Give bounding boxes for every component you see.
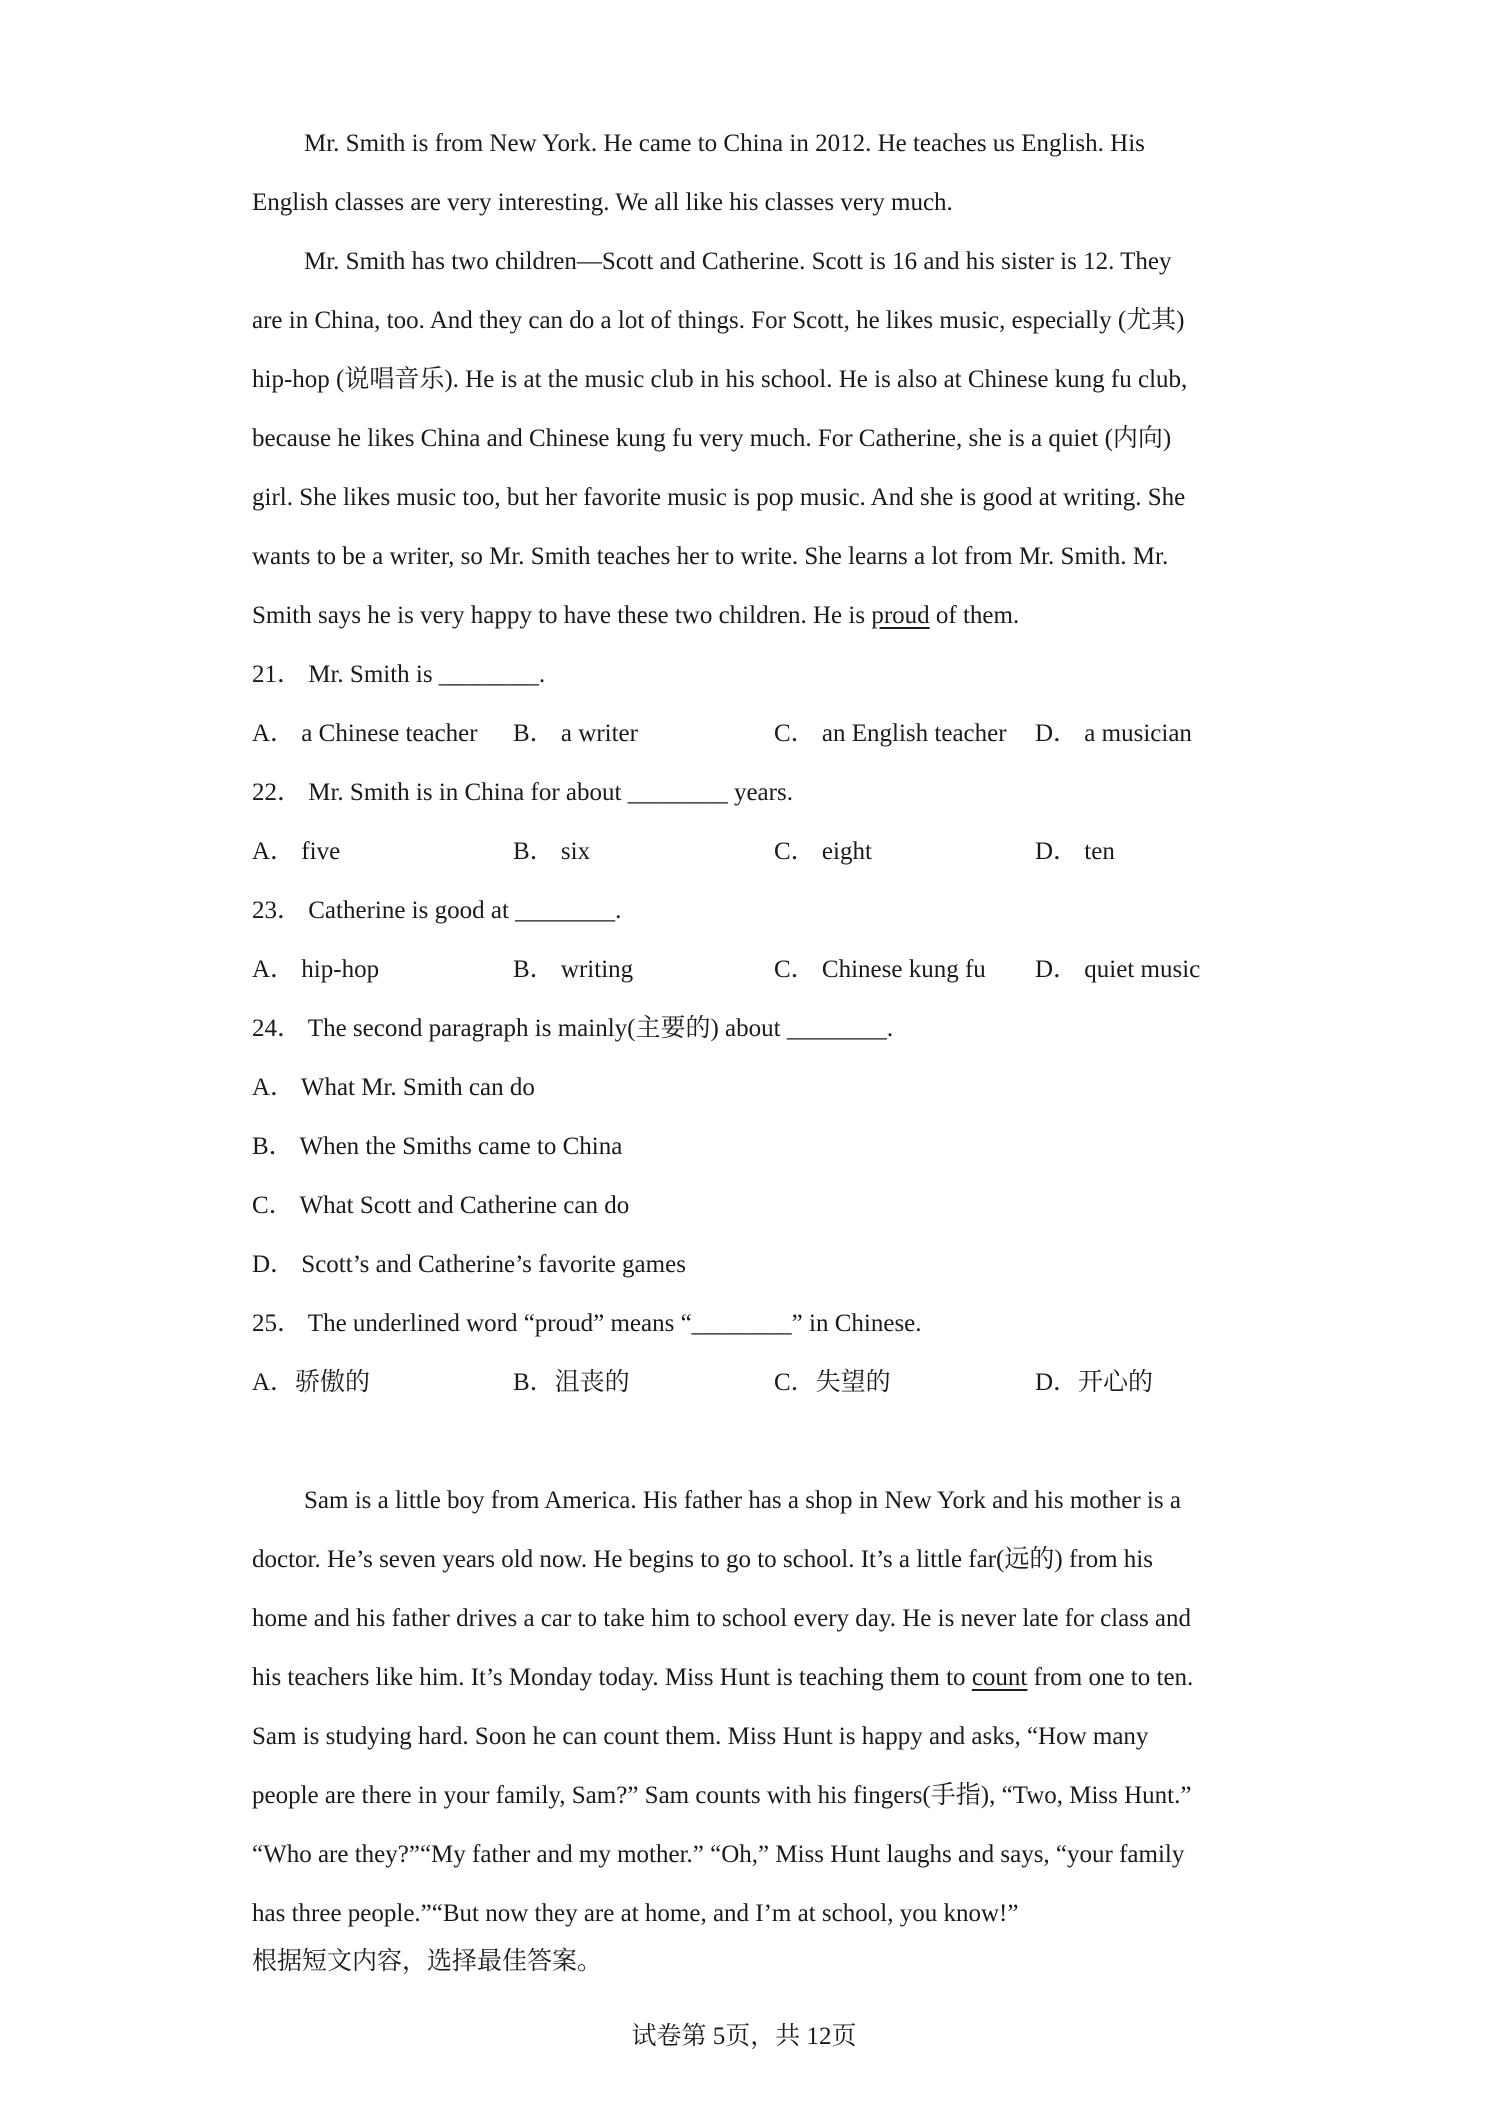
option-row bbox=[252, 714, 1252, 773]
option-a: A．骄傲的 bbox=[252, 1369, 371, 1396]
question-stem: 23． Catherine is good at ________. bbox=[252, 897, 622, 924]
option-a: A． five bbox=[252, 838, 341, 865]
option-d: D． quiet music bbox=[1035, 956, 1201, 983]
option-b: B． writing bbox=[513, 956, 634, 983]
passage-line: English classes are very interesting. We all like his classes very much. bbox=[252, 189, 953, 216]
option-b: B． six bbox=[513, 838, 591, 865]
option-a: A． hip-hop bbox=[252, 956, 380, 983]
question-25 bbox=[252, 1304, 1252, 1422]
page-content bbox=[252, 124, 1252, 2001]
option-c: C． Chinese kung fu bbox=[774, 956, 986, 983]
passage-line: doctor. He’s seven years old now. He begins to go to school. It’s a little far(远的) from his bbox=[252, 1546, 1153, 1573]
page-footer: 试卷第 5页，共 12页 bbox=[631, 2023, 857, 2050]
passage-line: are in China, too. And they can do a lot of things. For Scott, he likes music, especially (尤其) bbox=[252, 307, 1185, 334]
question-stem: 22． Mr. Smith is in China for about ________ years. bbox=[252, 779, 793, 806]
passage-line: hip-hop (说唱音乐). He is at the music club in his school. He is also at Chinese kung fu club, bbox=[252, 366, 1188, 393]
passage-line: “Who are they?”“My father and my mother.” “Oh,” Miss Hunt laughs and says, “your family bbox=[252, 1841, 1185, 1868]
passage-line: wants to be a writer, so Mr. Smith teaches her to write. She learns a lot from Mr. Smith. Mr. bbox=[252, 543, 1169, 570]
option-b: B． When the Smiths came to China bbox=[252, 1133, 623, 1160]
option-a: A． a Chinese teacher bbox=[252, 720, 478, 747]
option-row bbox=[252, 1363, 1252, 1422]
passage-line-tail: from one to ten. bbox=[1027, 1664, 1194, 1691]
passage-line: people are there in your family, Sam?” Sam counts with his fingers(手指), “Two, Miss Hunt.” bbox=[252, 1782, 1192, 1809]
passage-line-tail: of them. bbox=[929, 602, 1020, 629]
option-b: B． a writer bbox=[513, 720, 638, 747]
question-24 bbox=[252, 1009, 1252, 1304]
option-c: C． What Scott and Catherine can do bbox=[252, 1192, 630, 1219]
passage-line-with-underline bbox=[252, 1658, 1252, 1717]
option-row bbox=[252, 950, 1252, 1009]
passage-line-head: Smith says he is very happy to have these two children. He is bbox=[252, 602, 872, 629]
option-d: D． ten bbox=[1035, 838, 1115, 865]
passage-line: has three people.”“But now they are at home, and I’m at school, you know!” bbox=[252, 1900, 1019, 1927]
question-stem: 21． Mr. Smith is ________. bbox=[252, 661, 546, 688]
passage-line: Mr. Smith has two children—Scott and Catherine. Scott is 16 and his sister is 12. They bbox=[304, 248, 1172, 275]
question-22 bbox=[252, 773, 1252, 891]
option-c: C． an English teacher bbox=[774, 720, 1007, 747]
question-23 bbox=[252, 891, 1252, 1009]
passage-2 bbox=[252, 1481, 1252, 1942]
passage-line: because he likes China and Chinese kung fu very much. For Catherine, she is a quiet (内向) bbox=[252, 425, 1172, 452]
passage-line: Mr. Smith is from New York. He came to China in 2012. He teaches us English. His bbox=[304, 130, 1145, 157]
passage-line-head: his teachers like him. It’s Monday today. Miss Hunt is teaching them to bbox=[252, 1664, 972, 1691]
instruction-text: 根据短文内容，选择最佳答案。 bbox=[252, 1948, 603, 1975]
underlined-word-proud: proud bbox=[871, 602, 930, 629]
question-stem: 24． The second paragraph is mainly(主要的) about ________. bbox=[252, 1015, 894, 1042]
question-21 bbox=[252, 655, 1252, 773]
passage-line: girl. She likes music too, but her favorite music is pop music. And she is good at writing. She bbox=[252, 484, 1186, 511]
option-c: C．失望的 bbox=[774, 1369, 891, 1396]
option-d: D．开心的 bbox=[1035, 1369, 1154, 1396]
question-stem: 25． The underlined word “proud” means “________” in Chinese. bbox=[252, 1310, 922, 1337]
option-d: D． a musician bbox=[1035, 720, 1192, 747]
underlined-word-count: count bbox=[971, 1664, 1028, 1691]
option-b: B．沮丧的 bbox=[513, 1369, 630, 1396]
passage-line: Sam is studying hard. Soon he can count them. Miss Hunt is happy and asks, “How many bbox=[252, 1723, 1149, 1750]
option-row bbox=[252, 832, 1252, 891]
passage-line: home and his father drives a car to take him to school every day. He is never late for class and bbox=[252, 1605, 1192, 1632]
passage-line-with-underline bbox=[252, 596, 1252, 655]
passage-line: Sam is a little boy from America. His father has a shop in New York and his mother is a bbox=[304, 1487, 1181, 1514]
passage-1 bbox=[252, 124, 1252, 655]
option-a: A． What Mr. Smith can do bbox=[252, 1074, 535, 1101]
option-c: C． eight bbox=[774, 838, 872, 865]
option-d: D． Scott’s and Catherine’s favorite games bbox=[252, 1251, 686, 1278]
